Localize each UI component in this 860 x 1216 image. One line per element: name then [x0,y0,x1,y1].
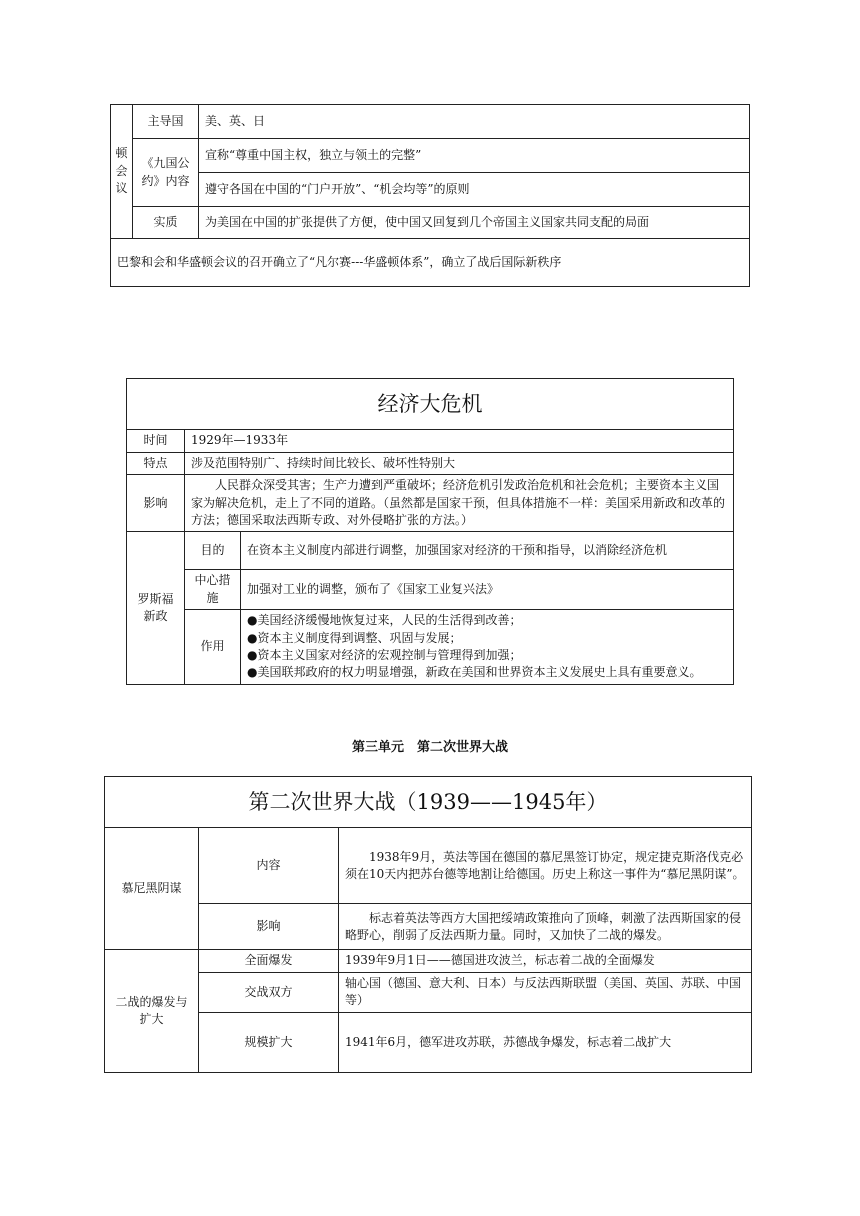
effect-item: ●资本主义国家对经济的宏观控制与管理得到加强； [247,647,522,662]
full-outbreak-value: 1939年9月1日——德国进攻波兰，标志着二战的全面爆发 [339,950,752,972]
essence-value: 为美国在中国的扩张提供了方便，使中国又回复到几个帝国主义国家共同支配的局面 [199,207,750,239]
section-label: 顿会议 [111,105,133,239]
sides-label: 交战双方 [199,972,339,1012]
wwii-title: 第二次世界大战（1939——1945年） [105,777,752,828]
effect-list [241,610,734,685]
impact-value: 人民群众深受其害；生产力遭到严重破坏；经济危机引发政治危机和社会危机；主要资本主义国家为解决危机，走上了不同的道路。（虽然都是国家干预，但具体措施不一样：美国采用新政和改革的方法；德国采取法西斯专政、对外侵略扩张的方法。） [185,475,734,532]
effect-label: 作用 [185,610,241,685]
full-outbreak-label: 全面爆发 [199,950,339,972]
feature-value: 涉及范围特别广、持续时间比较长、破坏性特别大 [185,452,734,474]
treaty-label: 《九国公约》内容 [133,139,199,207]
treaty-content-2: 遵守各国在中国的“门户开放”、“机会均等”的原则 [199,173,750,207]
time-label: 时间 [127,430,185,452]
munich-label: 慕尼黑阴谋 [105,828,199,950]
measure-value: 加强对工业的调整，颁布了《国家工业复兴法》 [241,570,734,610]
purpose-value: 在资本主义制度内部进行调整，加强国家对经济的干预和指导，以消除经济危机 [241,532,734,570]
impact-label: 影响 [127,475,185,532]
treaty-content-1: 宣称“尊重中国主权，独立与领土的完整” [199,139,750,173]
feature-label: 特点 [127,452,185,474]
new-deal-label: 罗斯福新政 [127,532,185,684]
essence-label: 实质 [133,207,199,239]
crisis-title: 经济大危机 [127,379,734,430]
sides-value: 轴心国（德国、意大利、日本）与反法西斯联盟（美国、英国、苏联、中国等） [339,972,752,1012]
leader-value: 美、英、日 [199,105,750,139]
summary-text: 巴黎和会和华盛顿会议的召开确立了“凡尔赛---华盛顿体系”，确立了战后国际新秩序 [111,239,750,287]
purpose-label: 目的 [185,532,241,570]
washington-conference-table [110,104,750,287]
measure-label: 中心措施 [185,570,241,610]
outbreak-label: 二战的爆发与扩大 [105,950,199,1072]
munich-content-label: 内容 [199,828,339,904]
effect-item: ●美国经济缓慢地恢复过来，人民的生活得到改善； [247,613,522,628]
expand-label: 规模扩大 [199,1012,339,1072]
munich-impact-label: 影响 [199,904,339,950]
wwii-table [104,776,752,1073]
unit-heading: 第三单元 第二次世界大战 [351,740,508,755]
leader-label: 主导国 [133,105,199,139]
effect-item: ●资本主义制度得到调整、巩固与发展； [247,630,462,645]
munich-impact-value: 标志着英法等西方大国把绥靖政策推向了顶峰，刺激了法西斯国家的侵略野心，削弱了反法西斯力量。同时，又加快了二战的爆发。 [339,904,752,950]
expand-value: 1941年6月，德军进攻苏联，苏德战争爆发，标志着二战扩大 [339,1012,752,1072]
time-value: 1929年—1933年 [185,430,734,452]
effect-item: ●美国联邦政府的权力明显增强，新政在美国和世界资本主义发展史上具有重要意义。 [247,665,702,680]
munich-content-value: 1938年9月，英法等国在德国的慕尼黑签订协定，规定捷克斯洛伐克必须在10天内把苏台德等地割让给德国。历史上称这一事件为“慕尼黑阴谋”。 [339,828,752,904]
economic-crisis-table [126,378,734,685]
